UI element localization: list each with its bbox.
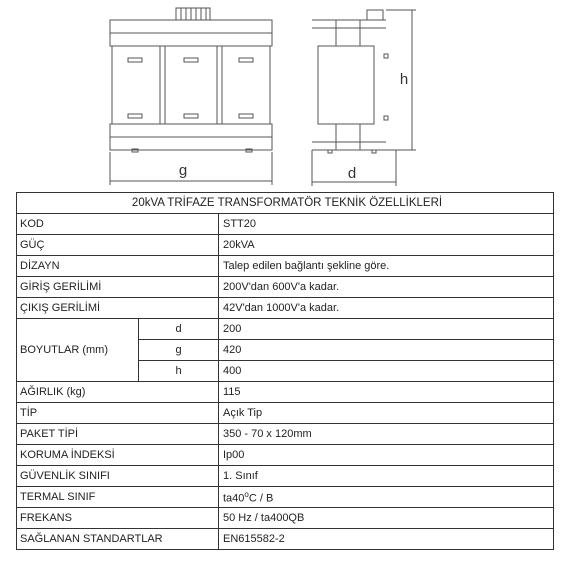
row-value: 20kVA: [219, 235, 554, 256]
specs-table: [16, 192, 554, 550]
row-value: [219, 487, 554, 508]
row-value: STT20: [219, 214, 554, 235]
table-row: [17, 214, 554, 235]
row-value: 50 Hz / ta400QB: [219, 508, 554, 529]
table-row: [17, 466, 554, 487]
table-row: [17, 424, 554, 445]
title-row: [17, 193, 554, 214]
value-prefix: ta40: [223, 492, 245, 505]
table-row: [17, 382, 554, 403]
value-suffix: C / B: [248, 492, 274, 505]
d-label: d: [347, 165, 357, 182]
row-value: 42V'dan 1000V'a kadar.: [219, 298, 554, 319]
dimensions-rows: [17, 319, 554, 382]
dim-value-d: 200: [219, 319, 554, 340]
row-key: GÜVENLİK SINIFI: [17, 466, 219, 487]
table-row: [17, 487, 554, 508]
row-key: SAĞLANAN STANDARTLAR: [17, 529, 219, 550]
row-value: EN615582-2: [219, 529, 554, 550]
dim-key-h: h: [139, 361, 219, 382]
table-row: [17, 445, 554, 466]
dim-value-h: 400: [219, 361, 554, 382]
table-row: [17, 298, 554, 319]
side-coil: [318, 46, 374, 124]
dim-key-g: g: [139, 340, 219, 361]
bottom-rows: [17, 382, 554, 550]
row-key: TİP: [17, 403, 219, 424]
table-title: 20kVA TRİFAZE TRANSFORMATÖR TEKNİK ÖZELLİKLERİ: [17, 193, 554, 214]
row-key: ÇIKIŞ GERİLİMİ: [17, 298, 219, 319]
top-rows: [17, 214, 554, 319]
table-row: [17, 235, 554, 256]
row-value: 115: [219, 382, 554, 403]
row-value: Ip00: [219, 445, 554, 466]
table-row: [17, 319, 554, 340]
table-row: [17, 277, 554, 298]
dim-value-g: 420: [219, 340, 554, 361]
dim-key-d: d: [139, 319, 219, 340]
row-value: 350 - 70 x 120mm: [219, 424, 554, 445]
row-key: AĞIRLIK (kg): [17, 382, 219, 403]
row-value: 1. Sınıf: [219, 466, 554, 487]
row-key: KORUMA İNDEKSİ: [17, 445, 219, 466]
terminal-block: [176, 8, 210, 20]
transformer-drawing: [0, 0, 570, 190]
row-key: PAKET TİPİ: [17, 424, 219, 445]
row-key: FREKANS: [17, 508, 219, 529]
row-key: DİZAYN: [17, 256, 219, 277]
row-key: GİRİŞ GERİLİMİ: [17, 277, 219, 298]
degree-mark: o: [244, 489, 249, 499]
table-row: [17, 508, 554, 529]
g-label: g: [178, 162, 188, 179]
table-row: [17, 529, 554, 550]
row-value: Açık Tip: [219, 403, 554, 424]
dimensions-label: BOYUTLAR (mm): [17, 319, 139, 382]
row-key: KOD: [17, 214, 219, 235]
table-row: [17, 403, 554, 424]
table-row: [17, 256, 554, 277]
row-key: TERMAL SINIF: [17, 487, 219, 508]
h-label: h: [399, 71, 409, 88]
row-value: 200V'dan 600V'a kadar.: [219, 277, 554, 298]
row-key: GÜÇ: [17, 235, 219, 256]
coils: [112, 46, 270, 124]
row-value: Talep edilen bağlantı şekline göre.: [219, 256, 554, 277]
